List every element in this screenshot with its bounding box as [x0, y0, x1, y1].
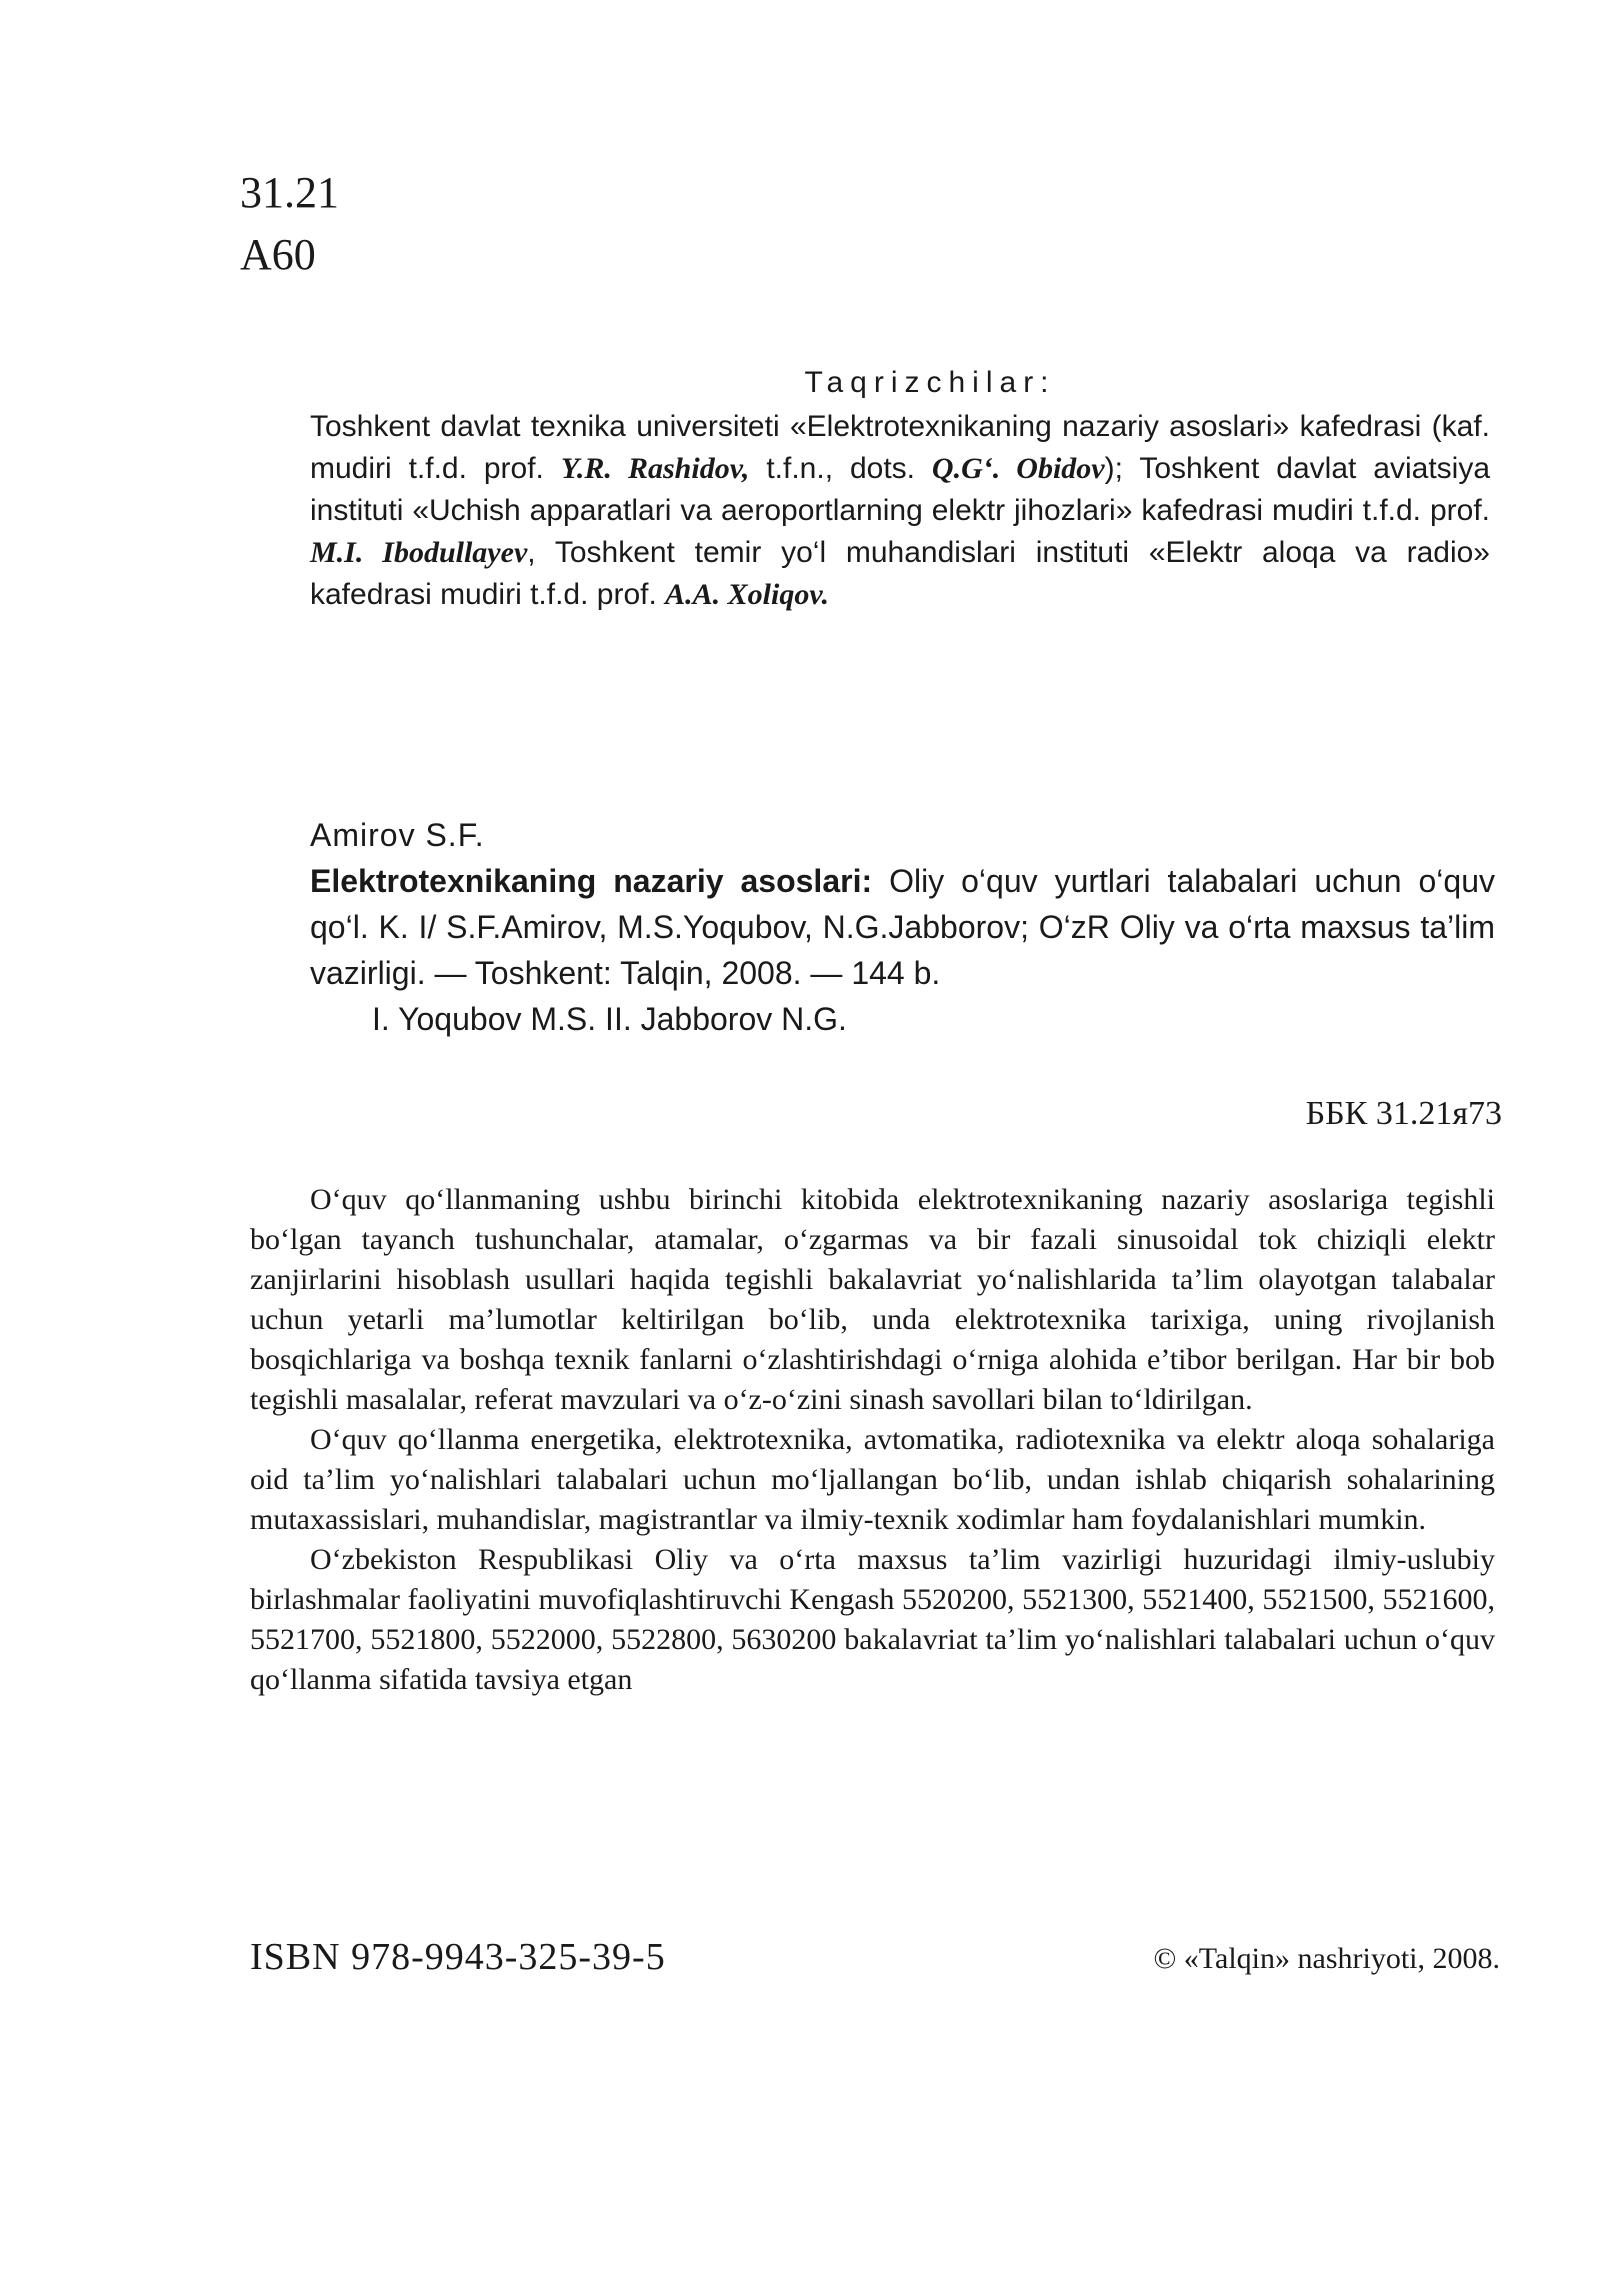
reviewer-name: Q.G‘. Obidov	[931, 452, 1105, 485]
abstract-section	[250, 1180, 1495, 1700]
reviewers-section	[310, 362, 1490, 616]
reviewers-text-part: , Toshkent temir yo‘l muhandislari instituti «Elektr aloqa va radio» kafedrasi mudiri t.f.d. prof.	[310, 536, 1490, 611]
reviewers-text-part: t.f.n., dots.	[749, 452, 932, 485]
udc-code: 31.21	[240, 168, 339, 217]
reviewer-name: Y.R. Rashidov,	[560, 452, 750, 485]
author-mark: A60	[240, 230, 316, 279]
abstract-paragraph: O‘quv qo‘llanmaning ushbu birinchi kitobida elektrotexnikaning nazariy asoslariga tegishli bo‘lgan tayanch tushunchalar, atamalar, o‘zgarmas va bir fazali sinusoidal tok chiziqli elektr zanjirlarini hisoblash usullari haqida tegishli bakalavriat yo‘nalishlarida ta’lim olayotgan talabalar uchun yetarli ma’lumotlar keltirilgan bo‘lib, unda elektrotexnika tarixiga, uning rivojlanish bosqichlariga va boshqa texnik fanlarni o‘zlashtirishdagi o‘rniga alohida e’tibor berilgan. Har bir bob tegishli masalalar, referat mavzulari va o‘z-o‘zini sinash savollari bilan to‘ldirilgan.	[250, 1183, 1495, 1416]
biblio-author-name: Amirov S.F.	[310, 817, 485, 853]
reviewer-name: A.A. Xoliqov.	[665, 578, 830, 611]
biblio-title: Elektrotexnikaning nazariy asoslari:	[310, 863, 873, 899]
bbk-code: ББК 31.21я73	[1305, 1095, 1502, 1132]
udc-classification	[240, 162, 339, 286]
biblio-description	[310, 858, 1495, 996]
reviewers-text-part: Toshkent davlat texnika universiteti «Elektrotexnikaning nazariy asoslari» kafedrasi (kaf. mudiri t.f.d. prof.	[310, 410, 1490, 485]
isbn-number: ISBN 978-9943-325-39-5	[250, 1936, 666, 1978]
abstract-paragraph: O‘zbekiston Respublikasi Oliy va o‘rta maxsus ta’lim vazirligi huzuridagi ilmiy-uslubiy birlashmalar faoliyatini muvofiqlashtiruvchi Kengash 5520200, 5521300, 5521400, 5521500, 5521600, 5521700, 5521800, 5522000, 5522800, 5630200 bakalavriat ta’lim yo‘nalishlari talabalari uchun o‘quv qo‘llanma sifatida tavsiya etgan	[250, 1543, 1495, 1696]
bibliographic-record	[310, 812, 1495, 1042]
reviewers-text-part: ); Toshkent davlat aviatsiya instituti «Uchish apparatlari va aeroportlarning elektr jihozlari» kafedrasi mudiri t.f.d. prof.	[310, 452, 1490, 527]
copyright-notice: © «Talqin» nashriyoti, 2008.	[1153, 1942, 1500, 1975]
reviewers-heading: Taqrizchilar:	[804, 366, 1056, 399]
biblio-author	[310, 812, 1495, 858]
reviewers-text	[310, 406, 1490, 616]
abstract-paragraph: O‘quv qo‘llanma energetika, elektrotexnika, avtomatika, radiotexnika va elektr aloqa sohalariga oid ta’lim yo‘nalishlari talabalari uchun mo‘ljallangan bo‘lib, undan ishlab chiqarish sohalarining mutaxassislari, muhandislar, magistrantlar va ilmiy-texnik xodimlar ham foydalanishlari mumkin.	[250, 1423, 1495, 1536]
biblio-details: Oliy o‘quv yurtlari talabalari uchun o‘quv qo‘l. K. I/ S.F.Amirov, M.S.Yoqubov, N.G.Jabborov; O‘zR Oliy va o‘rta maxsus ta’lim vazirligi. — Toshkent: Talqin, 2008. — 144 b.	[310, 863, 1495, 991]
biblio-coauthors: I. Yoqubov M.S. II. Jabborov N.G.	[372, 1001, 847, 1037]
reviewer-name: M.I. Ibodullayev	[310, 536, 528, 569]
